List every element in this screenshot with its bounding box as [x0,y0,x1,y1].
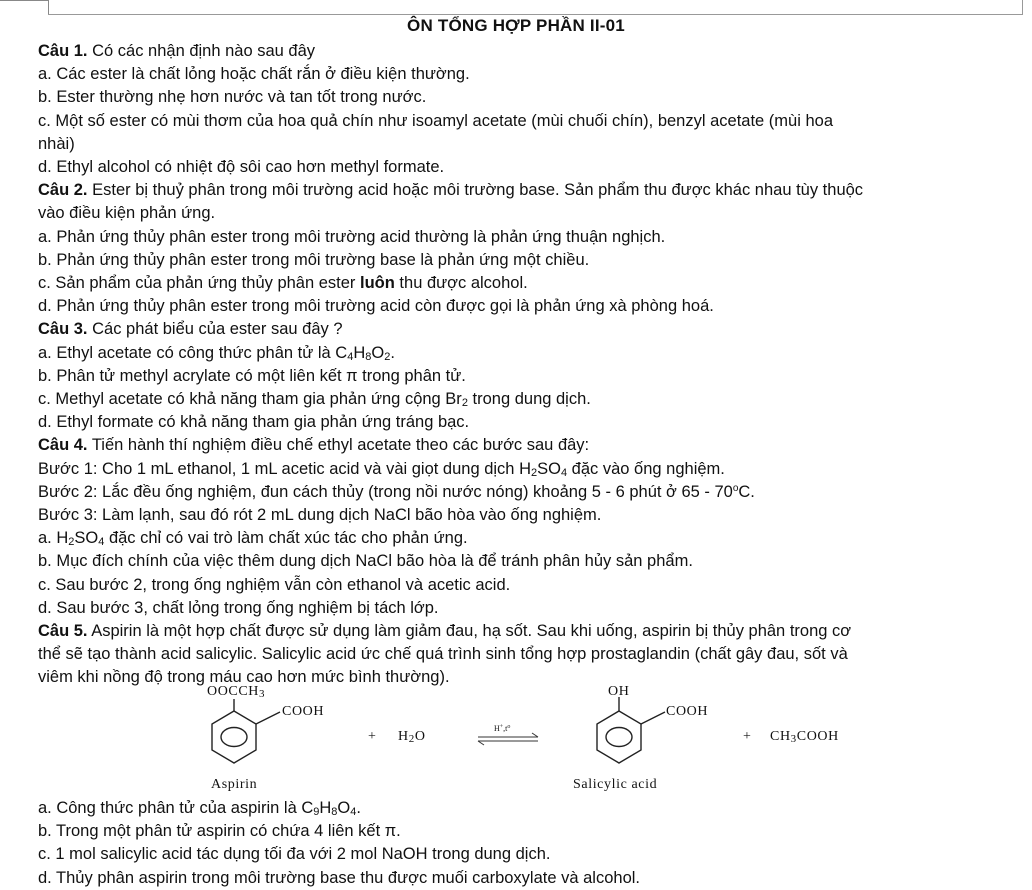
q5-heading [38,620,1028,643]
acetic-ch: CH [770,729,791,744]
q3-option-d: d. Ethyl formate có khả năng tham gia phản ứng tráng bạc. [38,413,470,432]
plus-sign-2: + [743,729,752,744]
page-title: ÔN TỔNG HỢP PHẦN II-01 [407,16,625,35]
q4-s1-post: đặc vào ống nghiệm. [567,459,725,478]
q3-a-mid: H [353,343,366,362]
q4-s1-mid: SO [537,459,561,478]
q4-step2 [38,481,1028,504]
q3-a-sub3: 2 [384,350,391,363]
q2-option-d: d. Phản ứng thủy phân ester trong môi trường acid còn được gọi là phản ứng xà phòng hoá. [38,297,714,316]
aspirin-label: Aspirin [211,777,258,792]
q3-c-pre: c. Methyl acetate có khả năng tham gia phản ứng cộng Br [38,390,462,409]
q3-option-a [38,342,1028,365]
salicylic-benzene-ring [597,697,665,763]
q4-label: Câu 4. [38,436,88,455]
q3-a-sub2: 8 [365,350,372,363]
q5-text-line3: viêm khi nồng độ trong máu cao hơn mức bình thường). [38,668,450,687]
q3-a-mid2: O [371,343,385,362]
question-content [38,40,1028,690]
q1-option-b: b. Ester thường nhẹ hơn nước và tan tốt trong nước. [38,88,427,107]
plus-sign-1: + [368,729,377,744]
q4-s2-pre: Bước 2: Lắc đều ống nghiệm, đun cách thủy (trong nồi nước nóng) khoảng 5 - 6 phút ở 65 - 70 [38,482,733,501]
equilibrium-arrow [478,733,538,745]
q5-text-line1: Aspirin là một hợp chất được sử dụng làm giảm đau, hạ sốt. Sau khi uống, aspirin bị thủy phân trong cơ [87,622,852,641]
q5-option-c: c. 1 mol salicylic acid tác dụng tối đa với 2 mol NaOH trong dung dịch. [38,845,551,864]
acetic-sub: 3 [790,733,797,745]
q5-text-line2: thể sẽ tạo thành acid salicylic. Salicylic acid ức chế quá trình sinh tổng hợp prostaglandin (chất gây đau, sốt và [38,645,848,664]
q4-s1-sub2: 4 [560,466,568,479]
q4-text: Tiến hành thí nghiệm điều chế ethyl acetate theo các bước sau đây: [87,436,590,455]
q5-a-post: . [356,799,361,817]
q4-s1-pre: Bước 1: Cho 1 mL ethanol, 1 mL acetic acid và vài giọt dung dịch H [38,459,531,478]
q3-c-sub: 2 [461,397,468,410]
q4-a-sub1: 2 [68,536,75,549]
acetic-cooh: COOH [796,729,839,744]
q5-option-a [38,797,1028,820]
cond-h: H [494,724,500,733]
q5-option-b: b. Trong một phân tử aspirin có chứa 4 liên kết π. [38,822,401,841]
q4-s1-sub1: 2 [531,466,538,479]
salicylic-cooh-group: COOH [666,704,709,719]
q2-text-line2: vào điều kiện phản ứng. [38,204,216,223]
q2-text-line1: Ester bị thuỷ phân trong môi trường acid hoặc môi trường base. Sản phẩm thu được khác nhau tùy thuộc [87,181,864,200]
water-h: H [398,729,409,744]
aspirin-ooc-sub: 3 [259,688,266,700]
acetic-acid-formula [770,729,839,745]
q3-text: Các phát biểu của ester sau đây ? [87,320,343,339]
q3-option-c [38,388,1028,411]
q2-heading [38,179,1028,202]
q3-a-pre: a. Ethyl acetate có công thức phân tử là C [38,343,348,362]
q2-option-b: b. Phản ứng thủy phân ester trong môi trường base là phản ứng một chiều. [38,250,590,269]
q4-step1 [38,458,1028,481]
q1-option-c-line2: nhài) [38,134,75,153]
cond-t: ,t [503,724,508,733]
q5-a-sub1: 9 [313,806,320,818]
q2-c-post: thu được alcohol. [394,274,528,293]
q4-s2-post: C. [738,482,755,501]
q1-text: Có các nhận định nào sau đây [87,42,316,60]
aspirin-benzene-ring [212,699,280,763]
q4-a-sub2: 4 [98,536,105,549]
water-sub: 2 [408,733,415,745]
q5-a-sub3: 4 [350,806,357,818]
cond-degree: o [507,724,511,730]
q5-a-pre: a. Công thức phân tử của aspirin là C [38,799,314,817]
q4-option-b: b. Mục đích chính của việc thêm dung dịch NaCl bão hòa là để tránh phân hủy sản phẩm. [38,552,693,571]
water-formula [398,729,426,745]
q3-heading [38,318,1028,341]
q3-a-sub1: 4 [347,350,354,363]
q3-c-post: trong dung dịch. [467,390,591,409]
water-o: O [414,729,426,744]
salicylic-oh-group: OH [608,684,630,699]
q4-a-pre: a. H [38,529,69,548]
q1-option-d: d. Ethyl alcohol có nhiệt độ sôi cao hơn methyl formate. [38,158,445,177]
q2-label: Câu 2. [38,181,88,200]
aspirin-ooc-text: OOCCH [207,684,260,699]
q3-option-b: b. Phân tử methyl acrylate có một liên kết π trong phân tử. [38,366,466,385]
q4-s2-sup: o [732,482,739,494]
q4-option-c: c. Sau bước 2, trong ống nghiệm vẫn còn ethanol và acetic acid. [38,575,511,594]
q5-a-sub2: 8 [331,806,338,818]
salicylic-acid-label: Salicylic acid [573,777,658,792]
cond-plus: + [499,724,504,730]
q4-a-mid: SO [74,529,99,548]
reaction-condition [494,724,510,733]
q1-label: Câu 1. [38,42,88,60]
q4-step3: Bước 3: Làm lạnh, sau đó rót 2 mL dung dịch NaCl bão hòa vào ống nghiệm. [38,506,602,525]
q2-option-c [38,272,1028,295]
q4-heading [38,434,1028,457]
q2-c-pre: c. Sản phẩm của phản ứng thủy phân ester [38,274,361,293]
q2-c-bold: luôn [360,274,395,293]
q2-option-a: a. Phản ứng thủy phân ester trong môi trường acid thường là phản ứng thuận nghịch. [38,227,666,246]
q5-a-mid2: O [337,799,351,817]
q5-options [38,797,1028,890]
q4-option-a [38,527,1028,550]
q4-option-d: d. Sau bước 3, chất lỏng trong ống nghiệm bị tách lớp. [38,598,439,617]
q5-a-mid: H [319,799,332,817]
q5-option-d: d. Thủy phân aspirin trong môi trường base thu được muối carboxylate và alcohol. [38,868,640,887]
q5-label: Câu 5. [38,622,88,641]
aspirin-cooh-group: COOH [282,704,325,719]
q1-option-a: a. Các ester là chất lỏng hoặc chất rắn ở điều kiện thường. [38,65,470,84]
q4-a-post: đặc chỉ có vai trò làm chất xúc tác cho phản ứng. [104,529,468,548]
q1-heading [38,40,1028,63]
q3-label: Câu 3. [38,320,88,339]
q3-a-post: . [390,343,395,362]
q1-option-c-line1: c. Một số ester có mùi thơm của hoa quả chín như isoamyl acetate (mùi chuối chín), benzyl acetate (mùi hoa [38,111,833,130]
